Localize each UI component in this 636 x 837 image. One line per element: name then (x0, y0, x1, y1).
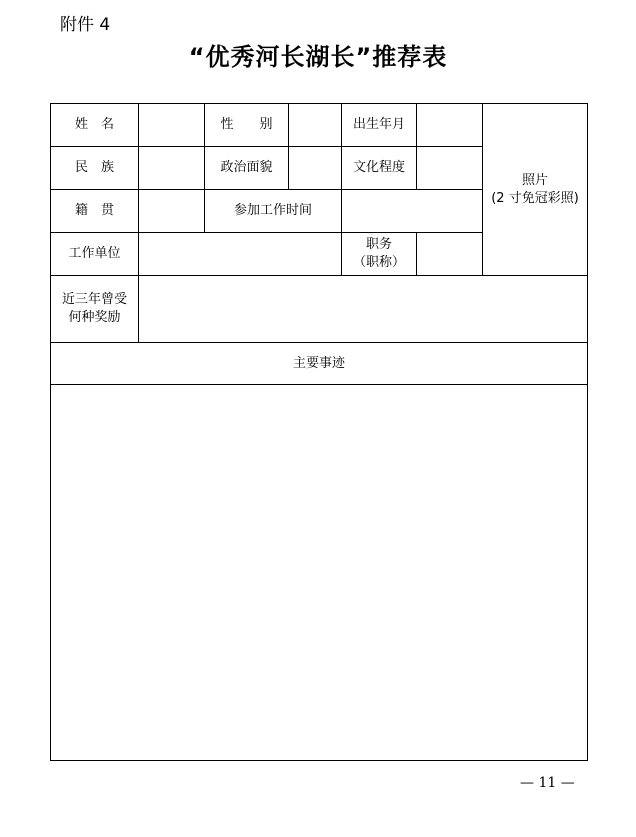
native-place-field[interactable] (139, 190, 205, 233)
gender-label: 性 别 (205, 104, 289, 147)
education-field[interactable] (417, 147, 483, 190)
native-place-label: 籍 贯 (51, 190, 139, 233)
name-field[interactable] (139, 104, 205, 147)
recommendation-form-table (50, 103, 588, 761)
position-label-line2: （职称） (352, 255, 405, 270)
main-deeds-header: 主要事迹 (51, 343, 588, 385)
ethnicity-field[interactable] (139, 147, 205, 190)
gender-field[interactable] (289, 104, 342, 147)
awards-label-line2: 何种奖励 (68, 310, 121, 325)
awards-label-line1: 近三年曾受 (61, 292, 127, 307)
work-start-label: 参加工作时间 (205, 190, 342, 233)
position-field[interactable] (417, 233, 483, 276)
ethnicity-label: 民 族 (51, 147, 139, 190)
awards-label (51, 276, 139, 343)
position-label (342, 233, 417, 276)
birth-date-label: 出生年月 (342, 104, 417, 147)
photo-size-note: (2 寸免冠彩照) (491, 190, 579, 206)
employer-label: 工作单位 (51, 233, 139, 276)
photo-label: 照片 (521, 172, 548, 188)
main-deeds-field[interactable] (51, 385, 588, 761)
attachment-label: 附件 4 (60, 15, 111, 35)
employer-field[interactable] (139, 233, 342, 276)
work-start-field[interactable] (342, 190, 483, 233)
position-label-line1: 职务 (365, 237, 392, 252)
education-label: 文化程度 (342, 147, 417, 190)
awards-field[interactable] (139, 276, 588, 343)
birth-date-field[interactable] (417, 104, 483, 147)
political-status-label: 政治面貌 (205, 147, 289, 190)
document-title: “优秀河长湖长”推荐表 (188, 43, 448, 71)
photo-cell[interactable] (483, 104, 588, 276)
page-number: — 11 — (520, 775, 575, 791)
political-status-field[interactable] (289, 147, 342, 190)
name-label: 姓 名 (51, 104, 139, 147)
